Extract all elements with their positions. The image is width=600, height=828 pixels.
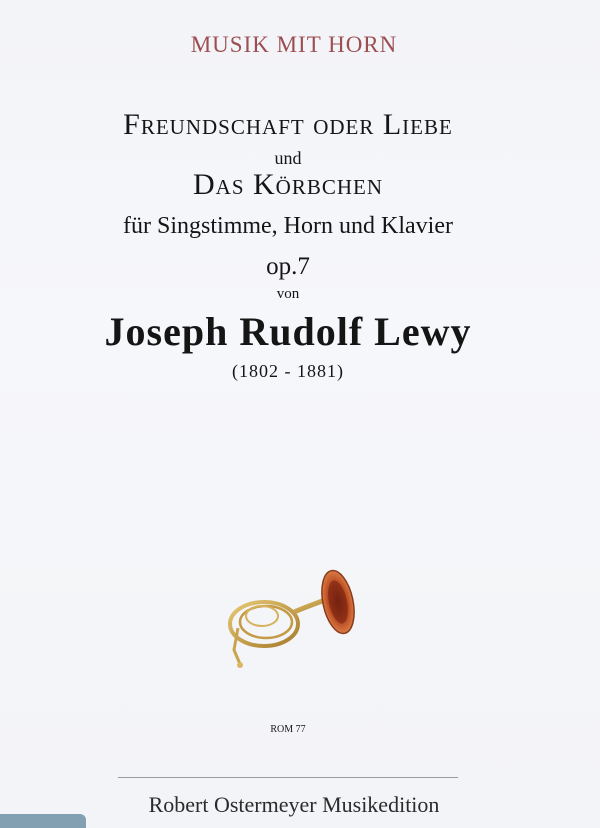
by-text: von xyxy=(276,286,300,302)
work-title-2: Das Körbchen xyxy=(192,168,384,201)
conjunction-text: und xyxy=(274,148,302,168)
opus-number: op.7 xyxy=(266,253,310,280)
series-title: MUSIK MIT HORN xyxy=(190,32,398,57)
instrumentation-text: für Singstimme, Horn und Klavier xyxy=(123,213,453,239)
divider-line xyxy=(118,777,458,778)
catalog-number: ROM 77 xyxy=(270,724,306,735)
horn-icon xyxy=(224,566,358,670)
publisher-name: Robert Ostermeyer Musikedition xyxy=(148,792,440,817)
composer-name: Joseph Rudolf Lewy xyxy=(104,309,472,354)
composer-lifespan: (1802 - 1881) xyxy=(232,361,344,381)
work-title-1: Freundschaft oder Liebe xyxy=(123,108,453,141)
